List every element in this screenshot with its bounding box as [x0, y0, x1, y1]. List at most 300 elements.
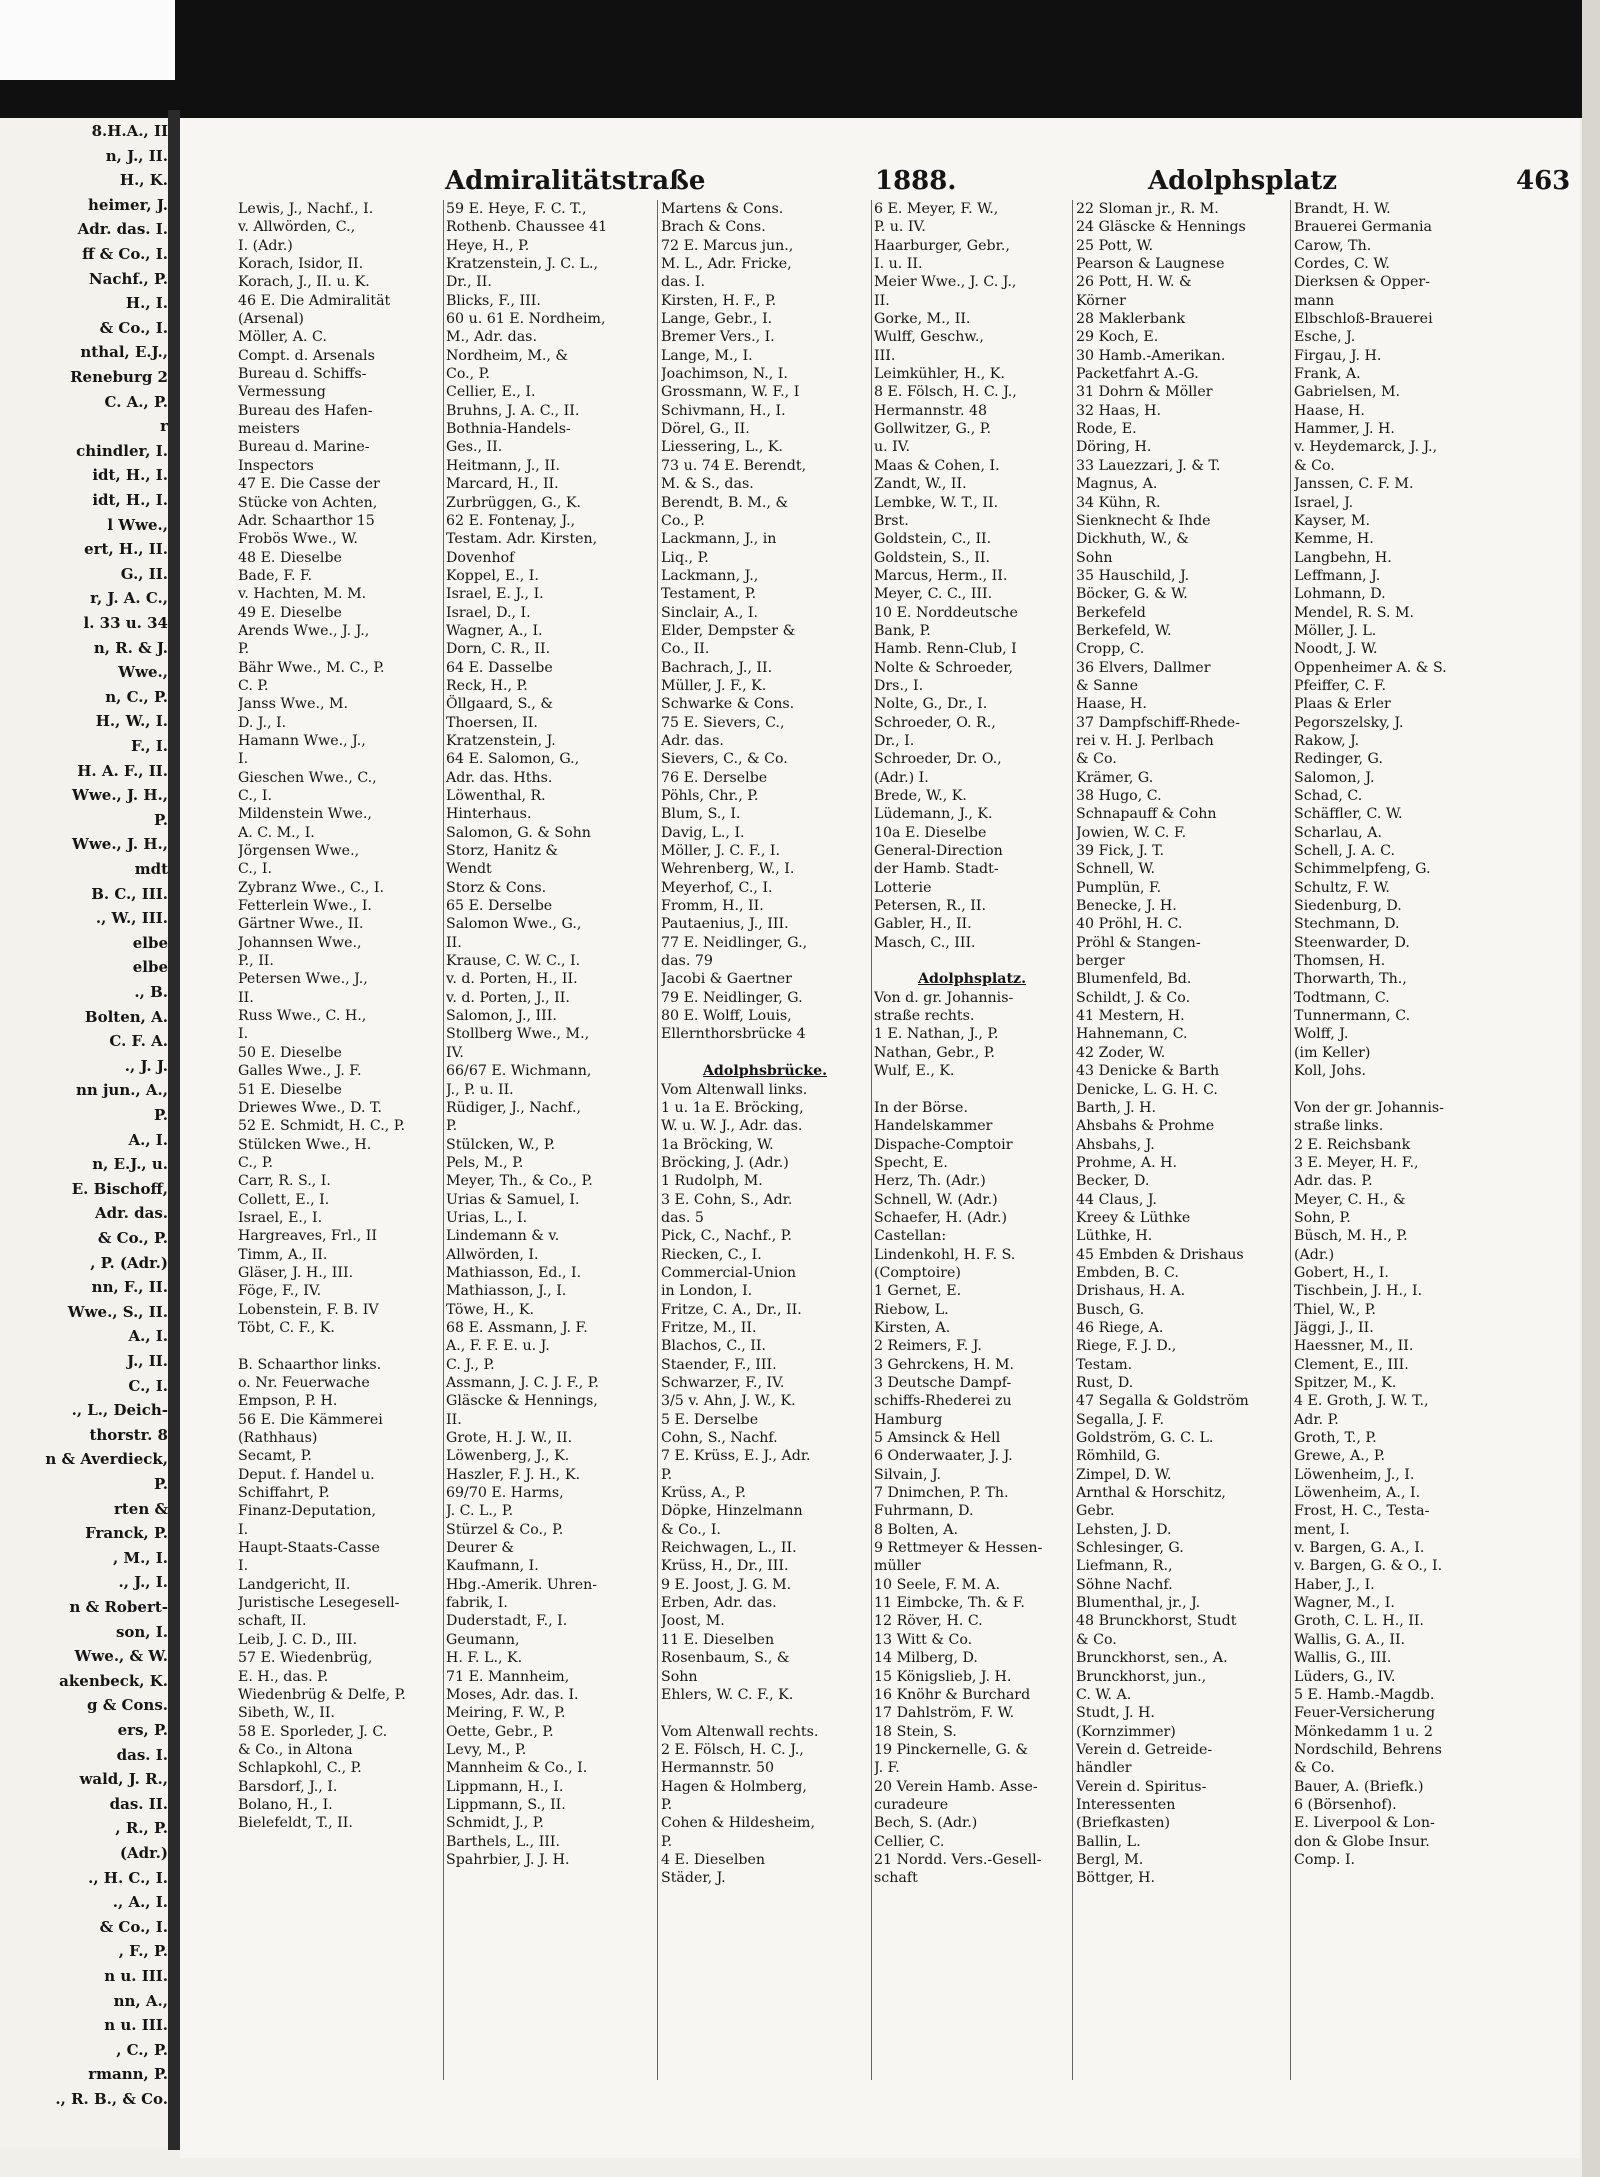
- directory-entry: 80 E. Wolff, Louis,: [661, 1008, 792, 1025]
- directory-entry: Berendt, B. M., &: [661, 494, 789, 511]
- directory-entry: schaft, II.: [238, 1613, 307, 1630]
- directory-entry: Bech, S. (Adr.): [874, 1815, 978, 1832]
- directory-entry: Wallis, G., III.: [1294, 1650, 1392, 1667]
- directory-entry: Lange, M., I.: [661, 347, 753, 364]
- left-page-line: A., I.: [128, 1327, 168, 1346]
- scan-right-border: [1582, 0, 1600, 2177]
- left-page-line: , M., I.: [113, 1548, 168, 1567]
- directory-entry: 26 Pott, H. W. &: [1076, 274, 1192, 291]
- left-page-line: ers, P.: [117, 1721, 168, 1739]
- directory-entry: Verein d. Getreide-: [1076, 1741, 1213, 1758]
- directory-entry: 37 Dampfschiff-Rhede-: [1076, 714, 1240, 731]
- directory-entry: Wulf, E., K.: [874, 1063, 955, 1080]
- directory-entry: Brunckhorst, jun.,: [1076, 1668, 1207, 1685]
- directory-entry: Stücke von Achten,: [238, 494, 378, 511]
- directory-entry: Rothenb. Chaussee 41: [446, 219, 608, 236]
- directory-entry: Busch, G.: [1076, 1301, 1145, 1318]
- directory-entry: J. F.: [874, 1760, 900, 1777]
- directory-entry: Zimpel, D. W.: [1076, 1466, 1172, 1483]
- directory-entry: fabrik, I.: [446, 1595, 508, 1612]
- directory-entry: 33 Lauezzari, J. & T.: [1076, 457, 1221, 474]
- directory-entry: 10 E. Norddeutsche: [874, 604, 1018, 621]
- directory-entry: Mönkedamm 1 u. 2: [1294, 1723, 1433, 1740]
- directory-entry: Gläser, J. H., III.: [238, 1264, 354, 1281]
- directory-entry: u. IV.: [874, 439, 911, 456]
- directory-entry: Esche, J.: [1294, 329, 1356, 346]
- directory-entry: v. Heydemarck, J. J.,: [1294, 439, 1438, 456]
- directory-entry: Sievers, C., & Co.: [661, 751, 788, 768]
- directory-entry: Goldström, G. C. L.: [1076, 1430, 1214, 1447]
- directory-entry: Timm, A., II.: [238, 1246, 328, 1263]
- directory-entry: Carow, Th.: [1294, 237, 1372, 254]
- left-page-line: elbe: [132, 958, 168, 977]
- column-1: [238, 200, 438, 2080]
- directory-entry: 75 E. Sievers, C.,: [661, 714, 785, 731]
- directory-entry: (Rathhaus): [238, 1430, 318, 1447]
- directory-entry: Lehsten, J. D.: [1076, 1521, 1172, 1538]
- directory-entry: Lange, Gebr., I.: [661, 311, 773, 328]
- left-page-line: n, R. & J.: [93, 638, 168, 657]
- directory-entry: Interessenten: [1076, 1796, 1176, 1813]
- directory-entry: Pick, C., Nachf., P.: [661, 1228, 792, 1245]
- directory-entry: J., P. u. II.: [446, 1081, 514, 1098]
- left-page-line: nn, A.,: [113, 1991, 168, 2010]
- left-page-line: , R., P.: [115, 1819, 168, 1838]
- directory-entry: Verein d. Spiritus-: [1076, 1778, 1207, 1795]
- directory-entry: C. J., P.: [446, 1356, 495, 1373]
- directory-entry: Vermessung: [238, 384, 326, 401]
- directory-entry: Kratzenstein, J.: [446, 732, 556, 749]
- directory-entry: Lackmann, J., in: [661, 531, 777, 548]
- directory-entry: E. H., das. P.: [238, 1668, 329, 1685]
- directory-entry: Dierksen & Opper-: [1294, 274, 1430, 291]
- directory-entry: Pearson & Laugnese: [1076, 256, 1225, 273]
- directory-entry: Landgericht, II.: [238, 1576, 351, 1593]
- directory-entry: J. C. L., P.: [446, 1503, 514, 1520]
- left-page-line: E. Bischoff,: [71, 1179, 168, 1198]
- directory-entry: Handelskammer: [874, 1118, 993, 1135]
- directory-entry: Brst.: [874, 512, 909, 529]
- directory-entry: I.: [238, 1521, 249, 1538]
- directory-entry: Von der gr. Johannis-: [1294, 1099, 1444, 1116]
- directory-entry: 3/5 v. Ahn, J. W., K.: [661, 1393, 796, 1410]
- directory-entry: Jowien, W. C. F.: [1076, 824, 1187, 841]
- directory-entry: Marcard, H., II.: [446, 476, 559, 493]
- directory-entry: Kaufmann, I.: [446, 1558, 539, 1575]
- directory-entry: 57 E. Wiedenbrüg,: [238, 1650, 373, 1667]
- directory-entry: 38 Hugo, C.: [1076, 788, 1162, 804]
- directory-entry: IV.: [446, 1044, 464, 1061]
- directory-entry: Gobert, H., I.: [1294, 1264, 1389, 1281]
- left-page-line: n, E.J., u.: [92, 1155, 168, 1174]
- left-page-line: Wwe., J. H.,: [72, 786, 168, 805]
- left-page-line: Adr. das.: [95, 1204, 168, 1223]
- directory-entry: Duderstadt, F., I.: [446, 1613, 568, 1630]
- directory-entry: Rust, D.: [1076, 1375, 1134, 1391]
- directory-entry: Inspectors: [238, 457, 314, 474]
- column-divider: [871, 200, 872, 2080]
- directory-entry: Barth, J. H.: [1076, 1099, 1157, 1116]
- directory-entry: don & Globe Insur.: [1294, 1833, 1430, 1850]
- directory-entry: Ges., II.: [446, 439, 503, 456]
- left-page-line: Franck, P.: [85, 1524, 168, 1543]
- directory-entry: Schwarke & Cons.: [661, 696, 795, 713]
- directory-entry: Nordschild, Behrens: [1294, 1741, 1442, 1758]
- directory-entry: Bank, P.: [874, 622, 931, 639]
- directory-entry: Liessering, L., K.: [661, 439, 783, 456]
- directory-entry: 31 Dohrn & Möller: [1076, 384, 1213, 401]
- directory-entry: 2 E. Fölsch, H. C. J.,: [661, 1741, 804, 1758]
- directory-entry: 21 Nordd. Vers.-Gesell-: [874, 1851, 1042, 1868]
- directory-entry: Bauer, A. (Briefk.): [1294, 1778, 1424, 1795]
- directory-entry: Schiffahrt, P.: [238, 1485, 330, 1502]
- directory-entry: der Hamb. Stadt-: [874, 861, 999, 878]
- directory-entry: 34 Kühn, R.: [1076, 494, 1161, 511]
- directory-entry: Haarburger, Gebr.,: [874, 237, 1010, 254]
- left-page-line: wald, J. R.,: [79, 1770, 168, 1789]
- directory-entry: Haase, H.: [1294, 402, 1365, 419]
- directory-entry: Riebow, L.: [874, 1301, 949, 1318]
- directory-entry: Lindenkohl, H. F. S.: [874, 1246, 1016, 1263]
- directory-entry: Mendel, R. S. M.: [1294, 604, 1415, 621]
- left-page-line: g & Cons.: [87, 1696, 168, 1715]
- directory-entry: Vom Altenwall rechts.: [661, 1723, 819, 1740]
- directory-entry: Wehrenberg, W., I.: [661, 861, 795, 878]
- directory-entry: Brauerei Germania: [1294, 219, 1432, 236]
- directory-entry: curadeure: [874, 1796, 949, 1813]
- directory-entry: Nordheim, M., &: [446, 347, 569, 364]
- directory-entry: Goldstein, C., II.: [874, 531, 992, 548]
- directory-entry: 45 Embden & Drishaus: [1076, 1246, 1244, 1263]
- directory-entry: Hinterhaus.: [446, 806, 532, 823]
- directory-entry: I.: [238, 1026, 249, 1043]
- directory-entry: Brandt, H. W.: [1294, 201, 1391, 217]
- directory-entry: 5 E. Derselbe: [661, 1411, 759, 1428]
- directory-entry: 9 E. Joost, J. G. M.: [661, 1576, 792, 1593]
- directory-entry: Segalla, J. F.: [1076, 1411, 1164, 1428]
- directory-entry: Mathiasson, Ed., I.: [446, 1264, 582, 1281]
- directory-entry: (im Keller): [1294, 1044, 1371, 1061]
- directory-entry: Blumenfeld, Bd.: [1076, 971, 1192, 988]
- directory-entry: Haber, J., I.: [1294, 1576, 1375, 1593]
- directory-entry: 3 E. Cohn, S., Adr.: [661, 1191, 793, 1208]
- directory-entry: 66/67 E. Wichmann,: [446, 1063, 592, 1080]
- directory-entry: Krause, C. W. C., I.: [446, 953, 581, 970]
- directory-entry: Adolphsbrücke.: [702, 1063, 828, 1080]
- directory-entry: Frobös Wwe., W.: [238, 531, 358, 548]
- directory-entry: Stülcken, W., P.: [446, 1136, 555, 1153]
- left-page-line: Bolten, A.: [84, 1007, 168, 1026]
- directory-entry: Meyer, C. H., &: [1294, 1191, 1406, 1208]
- left-page-line: A., I.: [128, 1130, 168, 1149]
- directory-entry: Bade, F. F.: [238, 567, 313, 584]
- left-page-line: B. C., III.: [91, 884, 168, 903]
- directory-entry: Joost, M.: [661, 1613, 725, 1630]
- directory-entry: Wulff, Geschw.,: [874, 329, 984, 346]
- directory-entry: II.: [238, 989, 254, 1006]
- directory-entry: 52 E. Schmidt, H. C., P.: [238, 1118, 405, 1135]
- directory-entry: Barthels, L., III.: [446, 1833, 561, 1850]
- directory-entry: Petersen Wwe., J.,: [238, 971, 368, 988]
- directory-entry: v. d. Porten, H., II.: [446, 971, 578, 988]
- directory-entry: Stürzel & Co., P.: [446, 1521, 564, 1538]
- directory-entry: Goldstein, S., II.: [874, 549, 991, 566]
- directory-entry: 12 Röver, H. C.: [874, 1613, 983, 1630]
- column-2: [446, 200, 654, 2080]
- directory-entry: Wagner, A., I.: [446, 622, 543, 639]
- directory-entry: Hermannstr. 50: [661, 1760, 775, 1777]
- directory-entry: Töbt, C. F., K.: [238, 1319, 335, 1336]
- directory-entry: Lobenstein, F. B. IV: [238, 1301, 379, 1318]
- directory-entry: Korach, J., II. u. K.: [238, 274, 370, 291]
- left-page-line: & Co., P.: [97, 1229, 168, 1247]
- directory-entry: Hamburg: [874, 1411, 943, 1428]
- directory-entry: Haessner, M., II.: [1294, 1338, 1414, 1355]
- directory-entry: straße links.: [1294, 1118, 1384, 1135]
- left-page-line: ert, H., II.: [84, 540, 168, 559]
- directory-entry: Cellier, C.: [874, 1833, 945, 1850]
- directory-entry: Thomsen, H.: [1294, 953, 1386, 970]
- directory-entry: 19 Pinckernelle, G. &: [874, 1741, 1029, 1758]
- directory-entry: Koppel, E., I.: [446, 567, 539, 584]
- directory-entry: Commercial-Union: [661, 1264, 797, 1281]
- directory-entry: Döring, H.: [1076, 439, 1152, 456]
- left-page-line: C., I.: [128, 1376, 168, 1395]
- left-page-line: r: [160, 417, 168, 436]
- directory-entry: 73 u. 74 E. Berendt,: [661, 457, 807, 474]
- directory-entry: Galles Wwe., J. F.: [238, 1063, 362, 1080]
- directory-entry: Schlapkohl, C., P.: [238, 1760, 362, 1777]
- directory-entry: B. Schaarthor links.: [238, 1356, 382, 1373]
- directory-entry: o. Nr. Feuerwache: [238, 1375, 370, 1391]
- left-page-line: rmann, P.: [88, 2065, 168, 2084]
- directory-entry: Schlesinger, G.: [1076, 1540, 1184, 1557]
- directory-entry: 6 E. Meyer, F. W.,: [874, 201, 999, 217]
- directory-entry: Dovenhof: [446, 549, 515, 566]
- directory-entry: 18 Stein, S.: [874, 1723, 957, 1740]
- directory-entry: Co., P.: [446, 366, 490, 383]
- directory-entry: Castellan:: [874, 1228, 947, 1245]
- directory-entry: Jäggi, J., II.: [1294, 1319, 1374, 1336]
- directory-entry: Kirsten, H. F., P.: [661, 292, 777, 309]
- directory-entry: v. Bargen, G. A., I.: [1294, 1540, 1425, 1557]
- directory-entry: Bothnia-Handels-: [446, 421, 571, 438]
- left-page-line: C. F. A.: [109, 1032, 168, 1051]
- directory-entry: Hamb. Renn-Club, I: [874, 641, 1017, 658]
- directory-entry: Denicke, L. G. H. C.: [1076, 1081, 1218, 1098]
- directory-entry: 7 E. Krüss, E. J., Adr.: [661, 1448, 811, 1465]
- directory-entry: 41 Mestern, H.: [1076, 1008, 1185, 1025]
- directory-entry: Koll, Johs.: [1294, 1063, 1367, 1080]
- left-page-line: ., B.: [134, 983, 168, 1001]
- directory-entry: (Arsenal): [238, 311, 304, 328]
- directory-entry: II.: [874, 292, 890, 309]
- left-page-line: r, J. A. C.,: [90, 589, 168, 608]
- directory-entry: Adr. P.: [1294, 1411, 1339, 1428]
- directory-entry: Todtmann, C.: [1294, 989, 1390, 1006]
- directory-entry: Pumplün, F.: [1076, 879, 1162, 896]
- directory-entry: Juristische Lesegesell-: [238, 1595, 400, 1612]
- directory-entry: Fetterlein Wwe., I.: [238, 898, 372, 915]
- directory-entry: Rosenbaum, S., &: [661, 1650, 790, 1667]
- directory-entry: Zurbrüggen, G., K.: [446, 494, 581, 511]
- directory-entry: Föge, F., IV.: [238, 1283, 322, 1300]
- directory-entry: Löwenheim, J., I.: [1294, 1466, 1415, 1483]
- directory-entry: E. Liverpool & Lon-: [1294, 1815, 1435, 1832]
- left-page-line: Wwe.,: [118, 663, 168, 682]
- directory-entry: Wagner, M., I.: [1294, 1595, 1395, 1612]
- directory-entry: Adr. das.: [661, 732, 724, 749]
- directory-entry: 8 Bolten, A.: [874, 1521, 959, 1538]
- left-page-line: F., I.: [130, 737, 168, 755]
- left-page-line: G., II.: [120, 564, 168, 583]
- directory-entry: P. u. IV.: [874, 219, 926, 236]
- left-page-line: ., R. B., & Co.: [55, 2090, 168, 2108]
- directory-entry: Cohen & Hildesheim,: [661, 1815, 815, 1832]
- directory-entry: Blum, S., I.: [661, 806, 741, 823]
- directory-entry: Kreey & Lüthke: [1076, 1209, 1191, 1226]
- directory-entry: Mannheim & Co., I.: [446, 1760, 588, 1777]
- left-page-line: P.: [153, 1106, 168, 1124]
- directory-entry: M. & S., das.: [661, 476, 754, 493]
- directory-entry: Grewe, A., P.: [1294, 1448, 1386, 1465]
- directory-entry: Müller, J. F., K.: [661, 677, 767, 694]
- left-page-line: P.: [153, 810, 168, 829]
- directory-entry: 40 Pröhl, H. C.: [1076, 916, 1183, 933]
- directory-entry: ment, I.: [1294, 1521, 1350, 1538]
- directory-entry: Specht, E.: [874, 1154, 948, 1171]
- directory-entry: 62 E. Fontenay, J.,: [446, 512, 576, 529]
- directory-entry: P.: [661, 1833, 673, 1850]
- directory-entry: Arnthal & Horschitz,: [1076, 1485, 1226, 1502]
- directory-entry: Lindemann & v.: [446, 1228, 560, 1245]
- directory-entry: (Adr.): [1294, 1246, 1335, 1263]
- directory-entry: 46 Riege, A.: [1076, 1319, 1164, 1336]
- directory-entry: Martens & Cons.: [661, 201, 784, 217]
- directory-entry: 72 E. Marcus jun.,: [661, 237, 794, 254]
- directory-entry: v. Bargen, G. & O., I.: [1294, 1558, 1443, 1575]
- directory-entry: 76 E. Derselbe: [661, 769, 768, 786]
- directory-entry: Schnell, W. (Adr.): [874, 1191, 998, 1208]
- directory-entry: 3 Gehrckens, H. M.: [874, 1356, 1014, 1373]
- directory-entry: Gieschen Wwe., C.,: [238, 769, 377, 786]
- directory-entry: 64 E. Dasselbe: [446, 659, 553, 676]
- directory-entry: Nolte & Schroeder,: [874, 659, 1013, 676]
- directory-entry: Meyer, Th., & Co., P.: [446, 1173, 593, 1190]
- directory-entry: In der Börse.: [874, 1099, 968, 1116]
- directory-entry: (Comptoire): [874, 1264, 961, 1281]
- directory-entry: 1 u. 1a E. Bröcking,: [661, 1099, 804, 1116]
- left-page-line: n & Averdieck,: [45, 1450, 168, 1469]
- directory-entry: [874, 1081, 1070, 1099]
- directory-entry: Lüdemann, J., K.: [874, 806, 993, 823]
- directory-entry: Prohme, A. H.: [1076, 1154, 1178, 1171]
- directory-entry: Bremer Vers., I.: [661, 329, 775, 346]
- directory-entry: General-Direction: [874, 843, 1003, 860]
- directory-entry: C., P.: [238, 1154, 274, 1171]
- directory-entry: [238, 1337, 438, 1355]
- left-page-line: nthal, E.J.,: [80, 343, 168, 362]
- directory-entry: 64 E. Salomon, G.,: [446, 751, 580, 768]
- directory-entry: Salomon Wwe., G.,: [446, 916, 582, 933]
- directory-entry: Reichwagen, L., II.: [661, 1540, 797, 1557]
- directory-entry: Schivmann, H., I.: [661, 402, 786, 419]
- directory-entry: 47 E. Die Casse der: [238, 476, 380, 493]
- directory-entry: Israel, D., I.: [446, 604, 531, 621]
- directory-entry: II.: [446, 1411, 462, 1428]
- directory-entry: meisters: [238, 421, 300, 438]
- directory-entry: Empson, P. H.: [238, 1393, 338, 1410]
- directory-entry: Lohmann, D.: [1294, 586, 1386, 603]
- directory-entry: Töwe, H., K.: [446, 1301, 535, 1318]
- directory-entry: 1a Bröcking, W.: [661, 1136, 774, 1153]
- directory-entry: Löwenheim, A., I.: [1294, 1485, 1421, 1502]
- directory-entry: Ahsbahs & Prohme: [1076, 1118, 1215, 1135]
- directory-entry: Geumann,: [446, 1631, 520, 1648]
- directory-entry: Schell, J. A. C.: [1294, 843, 1396, 860]
- directory-entry: Öllgaard, S., &: [446, 696, 553, 713]
- directory-entry: Moses, Adr. das. I.: [446, 1686, 579, 1703]
- directory-entry: Adr. das. P.: [1294, 1173, 1373, 1190]
- directory-entry: Allwörden, I.: [446, 1246, 539, 1263]
- directory-entry: Nolte, G., Dr., I.: [874, 696, 988, 713]
- directory-entry: Thoersen, II.: [446, 714, 538, 731]
- directory-entry: müller: [874, 1558, 921, 1575]
- directory-entry: Böttger, H.: [1076, 1870, 1155, 1887]
- directory-entry: Schildt, J. & Co.: [1076, 989, 1191, 1006]
- directory-entry: Davig, L., I.: [661, 824, 745, 841]
- directory-entry: Jörgensen Wwe.,: [238, 843, 360, 860]
- directory-entry: Sinclair, A., I.: [661, 604, 759, 621]
- left-page-line: heimer, J.: [88, 195, 168, 214]
- directory-entry: Staender, F., III.: [661, 1356, 777, 1373]
- directory-entry: Meier Wwe., J. C. J.,: [874, 274, 1017, 291]
- left-page-line: , C., P.: [116, 2040, 168, 2059]
- directory-entry: P.: [661, 1796, 673, 1813]
- directory-entry: 65 E. Derselbe: [446, 898, 553, 915]
- directory-entry: Blachos, C., II.: [661, 1338, 766, 1355]
- directory-entry: Urias & Samuel, I.: [446, 1191, 580, 1208]
- directory-entry: C., I.: [238, 788, 272, 804]
- directory-entry: & Co.: [1294, 457, 1335, 474]
- directory-entry: Bolano, H., I.: [238, 1796, 333, 1813]
- left-page-fragment: [0, 118, 168, 2148]
- directory-entry: Liefmann, R.,: [1076, 1558, 1173, 1575]
- header-street-end: Adolphsplatz: [1148, 166, 1337, 196]
- left-page-line: Reneburg 2: [70, 368, 168, 386]
- column-6: [1294, 200, 1506, 2080]
- directory-entry: schiffs-Rhederei zu: [874, 1393, 1012, 1410]
- directory-entry: 39 Fick, J. T.: [1076, 843, 1164, 860]
- left-page-line: akenbeck, K.: [59, 1671, 168, 1690]
- left-page-line: nn, F., II.: [91, 1278, 168, 1297]
- directory-entry: 20 Verein Hamb. Asse-: [874, 1778, 1038, 1795]
- directory-entry: Stollberg Wwe., M.,: [446, 1026, 590, 1043]
- directory-entry: 10 Seele, F. M. A.: [874, 1576, 1000, 1593]
- column-5: [1076, 200, 1288, 2080]
- directory-entry: Testam.: [1076, 1356, 1133, 1373]
- directory-entry: Clement, E., III.: [1294, 1356, 1409, 1373]
- directory-entry: H. F. L., K.: [446, 1650, 523, 1667]
- directory-entry: Fromm, H., II.: [661, 898, 764, 915]
- left-page-line: Wwe., J. H.,: [72, 835, 168, 854]
- directory-entry: v. d. Porten, J., II.: [446, 989, 570, 1006]
- left-page-line: l. 33 u. 34: [83, 614, 168, 632]
- directory-entry: Finanz-Deputation,: [238, 1503, 376, 1520]
- left-page-line: ., W., III.: [95, 909, 168, 928]
- page-number: 463: [1516, 166, 1571, 196]
- directory-entry: Schroeder, Dr. O.,: [874, 751, 1002, 768]
